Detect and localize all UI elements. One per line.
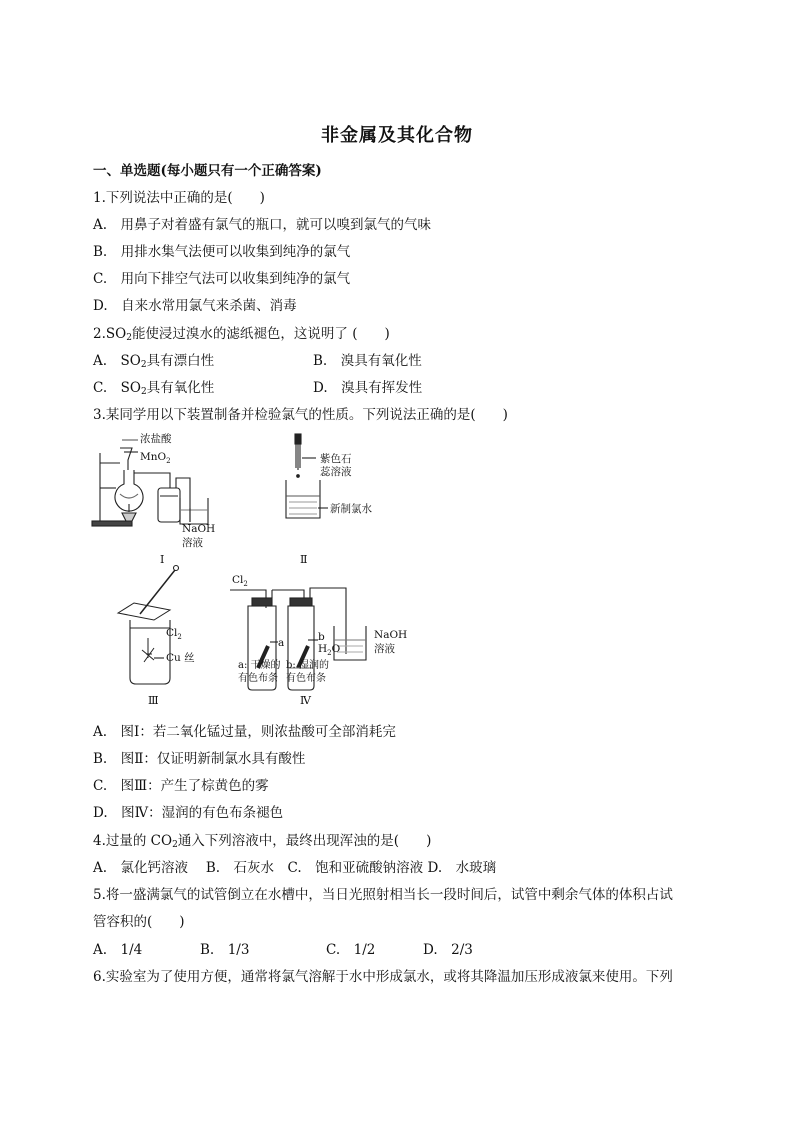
- label-solution-4: 溶液: [374, 643, 395, 655]
- label-chlorine-water: 新制氯水: [330, 503, 372, 515]
- q5-stem-line2: 管容积的( ): [93, 914, 185, 930]
- label-cu-wire: Cu 丝: [166, 652, 195, 664]
- label-solution-1: 溶液: [182, 537, 203, 549]
- q3-option-a: A. 图Ⅰ：若二氧化锰过量，则浓盐酸可全部消耗完: [93, 724, 396, 740]
- q5-option-d: D. 2/3: [423, 942, 473, 958]
- section-heading: 一、单选题(每小题只有一个正确答案): [93, 163, 322, 179]
- q3-option-b: B. 图Ⅱ：仅证明新制氯水具有酸性: [93, 751, 306, 767]
- q3-apparatus-figure: [90, 428, 430, 710]
- q5-option-b: B. 1/3: [200, 942, 250, 958]
- q4-options: A. 氯化钙溶液 B. 石灰水 C. 饱和亚硫酸钠溶液 D. 水玻璃: [93, 860, 497, 876]
- label-mno2: MnO$_2$: [140, 451, 171, 465]
- label-cl2-4: $Cl_2$: [232, 574, 248, 588]
- q5-option-a: A. 1/4: [93, 942, 143, 958]
- label-naoh-4: NaOH: [374, 629, 408, 641]
- q4-stem: 4.过量的 $CO_2$通入下列溶液中，最终出现浑浊的是( ): [93, 833, 432, 850]
- caption-figure-2: Ⅱ: [300, 553, 308, 566]
- q2-option-b: B. 溴具有氧化性: [313, 353, 422, 369]
- q2-option-a: A. $SO_2$具有漂白性: [93, 353, 215, 370]
- caption-figure-4: Ⅳ: [300, 694, 311, 707]
- q5-option-c: C. 1/2: [326, 942, 376, 958]
- q1-option-d: D. 自来水常用氯气来杀菌、消毒: [93, 298, 297, 314]
- label-wet-1: b: 湿润的: [286, 660, 329, 671]
- q1-option-a: A. 用鼻子对着盛有氯气的瓶口，就可以嗅到氯气的气味: [93, 217, 432, 233]
- q2-option-d: D. 溴具有挥发性: [313, 380, 423, 396]
- label-b: b: [318, 631, 325, 643]
- q5-stem-line1: 5.将一盛满氯气的试管倒立在水槽中，当日光照射相当长一段时间后，试管中剩余气体的体积占试: [93, 887, 673, 903]
- q1-option-c: C. 用向下排空气法可以收集到纯净的氯气: [93, 271, 351, 287]
- label-litmus-2: 蕊溶液: [320, 466, 352, 478]
- q3-option-d: D. 图Ⅳ：湿润的有色布条褪色: [93, 805, 284, 821]
- label-conc-hcl: 浓盐酸: [140, 433, 172, 445]
- caption-figure-1: Ⅰ: [160, 553, 165, 566]
- label-dry-1: a: 干燥的: [238, 660, 281, 671]
- q2-option-c: C. $SO_2$具有氧化性: [93, 380, 215, 397]
- label-litmus-1: 紫色石: [320, 453, 352, 465]
- q1-option-b: B. 用排水集气法便可以收集到纯净的氯气: [93, 244, 351, 260]
- label-h2o: $H_2O$: [318, 643, 341, 657]
- label-a: a: [278, 637, 285, 649]
- q6-stem-line1: 6.实验室为了使用方便，通常将氯气溶解于水中形成氯水，或将其降温加压形成液氯来使用。下列: [93, 969, 673, 985]
- q3-stem: 3.某同学用以下装置制备并检验氯气的性质。下列说法正确的是( ): [93, 407, 508, 423]
- q3-option-c: C. 图Ⅲ：产生了棕黄色的雾: [93, 778, 269, 794]
- caption-figure-3: Ⅲ: [148, 694, 159, 707]
- document-title: 非金属及其化合物: [321, 125, 473, 146]
- label-naoh-1: NaOH: [182, 523, 216, 535]
- q1-stem: 1.下列说法中正确的是( ): [93, 190, 265, 206]
- label-dry-2: 有色布条: [238, 673, 278, 684]
- label-wet-2: 有色布条: [286, 673, 326, 684]
- label-cl2-3: $Cl_2$: [166, 627, 182, 641]
- figure-3-apparatus: [118, 566, 179, 685]
- q2-stem: $2.SO_2$能使浸过溴水的滤纸褪色，这说明了 ( ): [93, 326, 390, 343]
